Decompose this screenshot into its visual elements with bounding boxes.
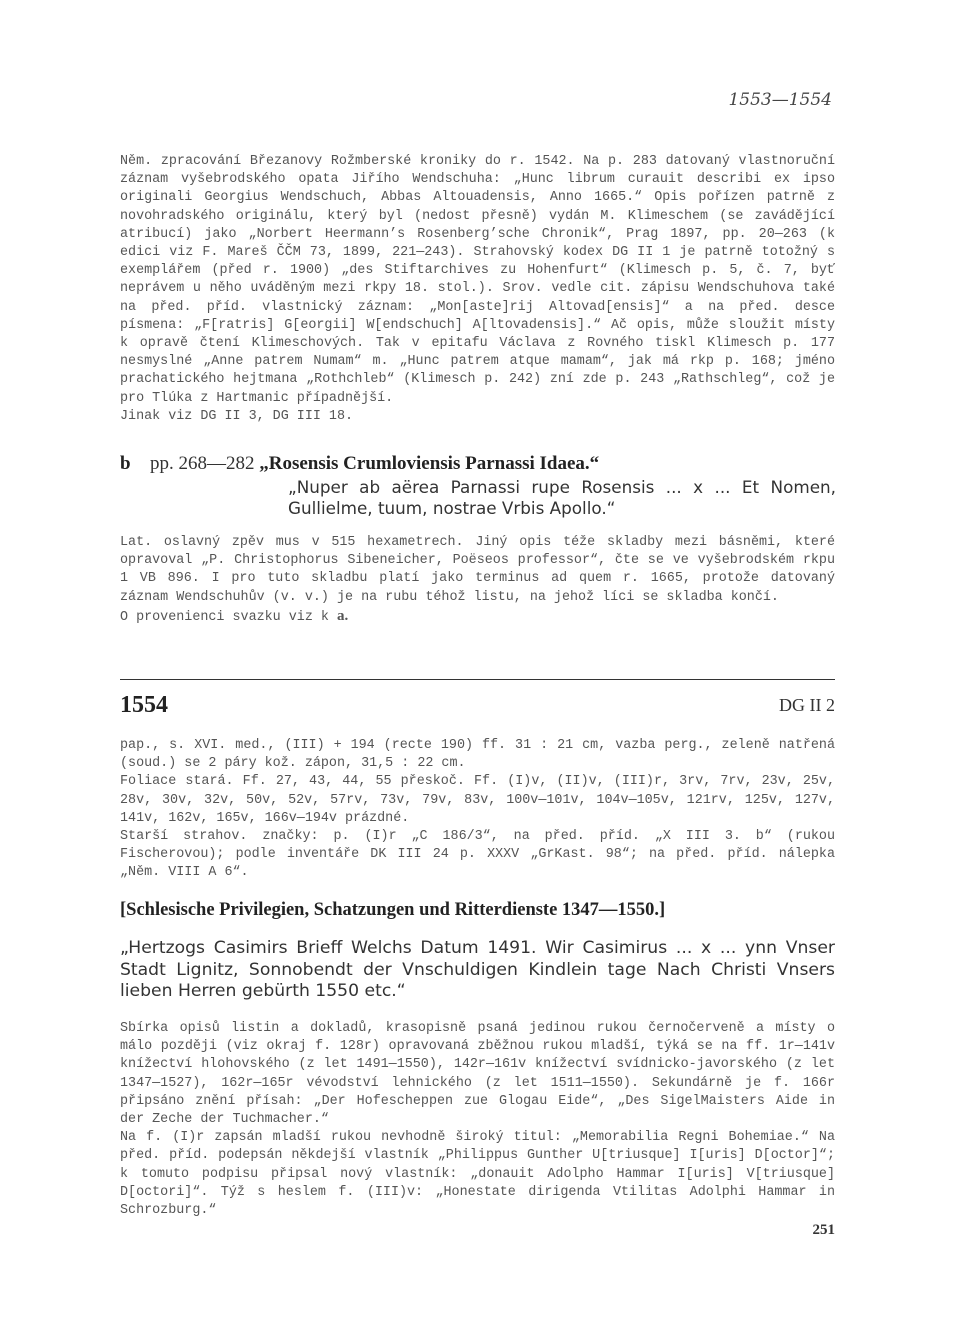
section-quote: „Hertzogs Casimirs Brieff Welchs Datum 1491. Wir Casimirus ... x ... ynn Vnser Stadt Lignitz, Sonnobendt der Vnschuldigen Kindlein tage Nach Christi Vnsers lieben Herren gebürth 1550 etc.“	[120, 938, 835, 1001]
section-description-2: Na f. (I)r zapsán mladší rukou nevhodně široký titul: „Memorabilia Regni Bohemiae.“ Na před. příd. podepsán někdejší vlastník „Philippus Gunther U[triusque] I[uris] D[octor]“; k tomuto podpisu připsal nový vlastník: „donauit Adolpho Hammar I[uris] V[triusque] D[octori]“. Týž s heslem f. (III)v: „Honestate dirigenda Vtilitas Adolphi Hammar in Schrozburg.“	[120, 1130, 835, 1219]
section-b-quote-block	[288, 477, 836, 519]
folio-number: 251	[812, 1222, 835, 1238]
entry-number: 1554	[120, 692, 168, 718]
section-description-1: Sbírka opisů listin a dokladů, krasopisně psaná jedinou rukou černočerveně a místy o málo později (viz okraj f. 128r) opravovaná zběžnou rukou mladší, týká se na ff. 1r—141v knížectví hlohovského (z let 1491—1550), 142r—161v knížectví svídnicko-javorského (z let 1347—1527), 162r—165r vévodství lehnického (z let 1511—1550). Sekundárně je f. 166r připsáno znění přísah: „Der Hofescheppen zue Glogau Eide“, „Des SigelMaisters Aide in der Zeche der Tuchmacher.“	[120, 1021, 835, 1128]
entry-divider	[120, 679, 835, 680]
prev-entry-block	[120, 153, 835, 426]
entry-shelfmarks: Starší strahov. značky: p. (I)r „C 186/3“, na před. příd. „X III 3. b“ (rukou Fischerovou); podle inventáře DK III 24 p. XXXV „GrKast. 98“; na před. příd. nálepka „Něm. VIII A 6“.	[120, 829, 835, 881]
entry-signature: DG II 2	[779, 695, 835, 715]
section-b-title: „Rosensis Crumloviensis Parnassi Idaea.“	[259, 453, 600, 474]
section-b-quote: „Nuper ab aërea Parnassi rupe Rosensis ... x ... Et Nomen, Gullielme, tuum, nostrae Vrbis Apollo.“	[288, 477, 836, 518]
entry-foliation: Foliace stará. Ff. 27, 43, 44, 55 přeskoč. Ff. (I)v, (II)v, (III)r, 3rv, 7rv, 23v, 25v, 28v, 30v, 32v, 50v, 52v, 57rv, 73v, 79v, 83v, 100v—101v, 104v—105v, 121rv, 125v, 127v, 141v, 162v, 165v, 166v—194v prázdné.	[120, 774, 835, 826]
section-b-provenance-text: O provenienci svazku viz k	[120, 609, 329, 625]
section-b-title-line	[150, 453, 599, 475]
section-b-pages: pp. 268—282	[150, 453, 255, 474]
section-quote-block	[120, 938, 835, 1003]
entry-description-block	[120, 737, 835, 883]
section-description-block	[120, 1020, 835, 1220]
section-b-letter: b	[120, 453, 131, 474]
section-b-provenance-ref: a.	[336, 607, 349, 624]
section-title: [Schlesische Privilegien, Schatzungen und Ritterdienste 1347—1550.]	[120, 900, 666, 920]
prev-entry-see-also: Jinak viz DG II 3, DG III 18.	[120, 408, 354, 424]
section-b-description: Lat. oslavný zpěv mus v 515 hexametrech. Jiný opis téže skladby mezi básněmi, které opravoval „P. Christophorus Sibeneicher, Poëseos professor“, čte se ve vyšebrodském rkpu 1 VB 896. I pro tuto skladbu platí jako terminus ad quem r. 1665, protože datovaný záznam Wendschuhův (v. v.) je na rubu téhož listu, na jehož líci se skladba končí.	[120, 535, 835, 605]
running-head: 1553—1554	[728, 90, 832, 110]
prev-entry-paragraph: Něm. zpracování Březanovy Rožmberské kroniky do r. 1542. Na p. 283 datovaný vlastnoruční záznam vyšebrodského opata Jiřího Wendschuha: „Hunc librum curauit describi ex ipso originali Georgius Wendschuch, Abbas Altouadensis, Anno 1665.“ Opis pořízen patrně z novohradského originálu, který byl (nedost přesně) vydán M. Klimeschem (se zavádějící atribucí) jako „Norbert Heermann’s Rosenberg’sche Chronik“, Prag 1897, pp. 20—263 (k edici viz F. Mareš ČČM 73, 1899, 221—243). Strahovský kodex DG II 1 je patrně totožný s exemplářem (před r. 1900) „des Stiftarchives zu Hohenfurt“ (Klimesch p. 5, č. 7, byť neprávem u něho uváděným mezi rkpy 18. stol.). Srov. vedle cit. zápisu Wendschuhova také na před. příd. vlastnický záznam: „Mon[aste]rij Altovad[ensis]“ a na před. desce písmena: „F[ratris] G[eorgii] W[endschuch] A[ltovadensis].“ Ač opis, může sloužit místy k opravě čtení Klimeschových. Tak v epitafu Václava z Rovného tiskl Klimesch p. 177 nesmyslné „Anne patrem Numam“ m. „Hunc patrem atque mamam“, jak má rkp p. 168; jméno prachatického hejtmana „Rothchleb“ (Klimesch p. 242) zní zde p. 243 „Rathschleg“, což je pro Tlúka z Hartmanic případnější.	[120, 154, 835, 406]
section-b-description-block	[120, 534, 835, 627]
entry-physical: pap., s. XVI. med., (III) + 194 (recte 190) ff. 31 : 21 cm, vazba perg., zeleně natřená (soud.) se 2 páry kož. zápon, 31,5 : 22 cm.	[120, 738, 835, 772]
section-b-provenance	[120, 607, 835, 627]
